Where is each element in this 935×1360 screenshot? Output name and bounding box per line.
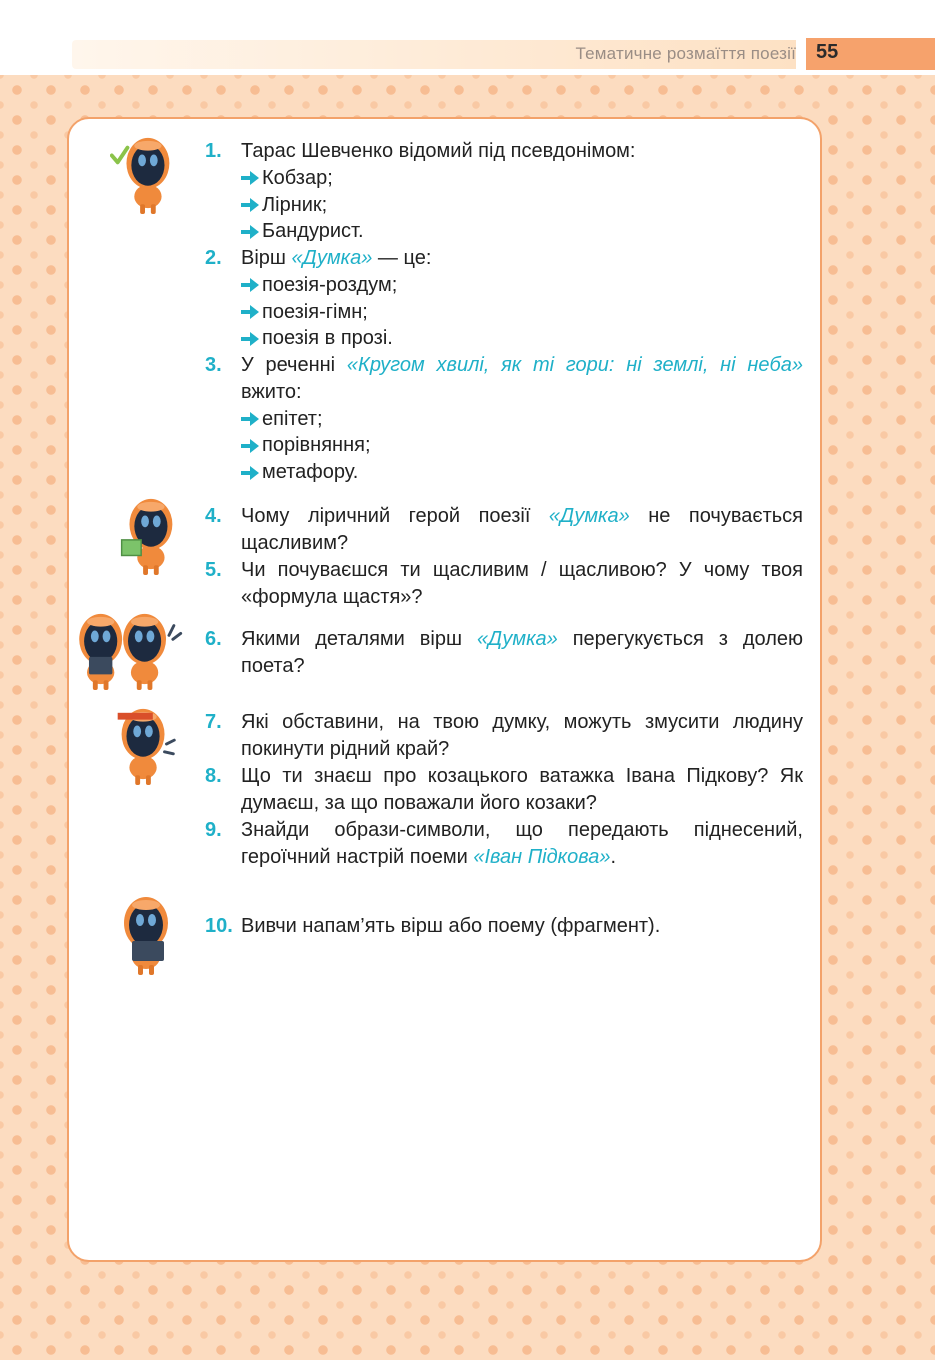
poem-title: «Іван Підкова» — [473, 845, 611, 868]
question-text: Знайди образи-символи, що передають піднесений, героїчний настрій поеми «Іван Підкова». — [241, 819, 803, 868]
answer-option — [241, 165, 803, 192]
question-10 — [205, 913, 803, 940]
question-text: Вірш «Думка» — це: — [241, 247, 432, 269]
question-text: У реченні «Кругом хвилі, як ті гори: ні землі, ні неба» вжито: — [241, 354, 803, 403]
answer-option — [241, 325, 803, 352]
question-number: 1. — [205, 140, 222, 162]
robot-mascot-icon — [105, 705, 185, 785]
option-text: поезія-гімн; — [262, 300, 368, 323]
question-text: Які обставини, на твою думку, можуть змусити людину покинути рідний край? — [241, 711, 803, 760]
poem-title: «Думка» — [291, 247, 373, 269]
question-text: Чи почуваєшся ти щасливим / щасливою? У чому твоя «формула щастя»? — [241, 559, 803, 608]
question-number: 7. — [205, 711, 222, 733]
arrow-right-icon — [241, 466, 259, 480]
question-number: 4. — [205, 505, 222, 527]
poem-title: «Думка» — [476, 628, 558, 650]
question-number: 5. — [205, 559, 222, 581]
option-text: порівняння; — [262, 434, 371, 457]
option-text: поезія в прозі. — [262, 327, 393, 350]
question-7 — [205, 709, 803, 763]
robot-mascot-icon — [108, 893, 178, 975]
arrow-right-icon — [241, 225, 259, 239]
robot-mascot-icon — [110, 134, 180, 214]
arrow-right-icon — [241, 332, 259, 346]
page-number: 55 — [816, 41, 839, 63]
option-text: поезія-роздум; — [262, 273, 398, 296]
question-9 — [205, 817, 803, 871]
question-number: 2. — [205, 247, 222, 269]
answer-option — [241, 459, 803, 486]
question-6 — [205, 626, 803, 680]
question-text: Що ти знаєш про козацького ватажка Івана Підкову? Як думаєш, за що поважали його козаки? — [241, 765, 803, 814]
checkmark-icon — [112, 148, 128, 163]
answer-option — [241, 192, 803, 219]
question-text: Тарас Шевченко відомий під псевдонімом: — [241, 140, 636, 162]
answer-option — [241, 272, 803, 299]
robot-mascot-icon — [115, 495, 180, 575]
arrow-right-icon — [241, 278, 259, 292]
arrow-right-icon — [241, 412, 259, 426]
question-1 — [205, 138, 803, 245]
option-text: Бандурист. — [262, 220, 364, 243]
question-number: 6. — [205, 628, 222, 650]
arrow-right-icon — [241, 305, 259, 319]
question-text: Чому ліричний герой поезії «Думка» не почувається щасливим? — [241, 505, 803, 554]
option-text: Кобзар; — [262, 166, 333, 189]
question-2 — [205, 245, 803, 352]
answer-option — [241, 218, 803, 245]
answer-option — [241, 432, 803, 459]
arrow-right-icon — [241, 439, 259, 453]
question-number: 8. — [205, 765, 222, 787]
option-text: метафору. — [262, 461, 359, 484]
page-header-title: Тематичне розмаїття поезії — [575, 44, 796, 63]
answer-option — [241, 299, 803, 326]
question-number: 3. — [205, 354, 222, 376]
option-text: епітет; — [262, 407, 323, 430]
answer-option — [241, 406, 803, 433]
quote-text: «Кругом хвилі, як ті гори: ні землі, ні неба» — [346, 354, 803, 376]
question-8 — [205, 763, 803, 817]
robot-mascot-icon — [70, 610, 185, 690]
question-number: 9. — [205, 819, 222, 841]
question-3 — [205, 352, 803, 486]
option-text: Лірник; — [262, 193, 328, 216]
question-text: Якими деталями вірш «Думка» перегукується з долею поета? — [241, 628, 803, 677]
arrow-right-icon — [241, 171, 259, 185]
question-5 — [205, 557, 803, 611]
question-number: 10. — [205, 915, 233, 937]
question-4 — [205, 503, 803, 557]
question-text: Вивчи напам’ять вірш або поему (фрагмент). — [241, 915, 661, 937]
arrow-right-icon — [241, 198, 259, 212]
poem-title: «Думка» — [548, 505, 630, 527]
